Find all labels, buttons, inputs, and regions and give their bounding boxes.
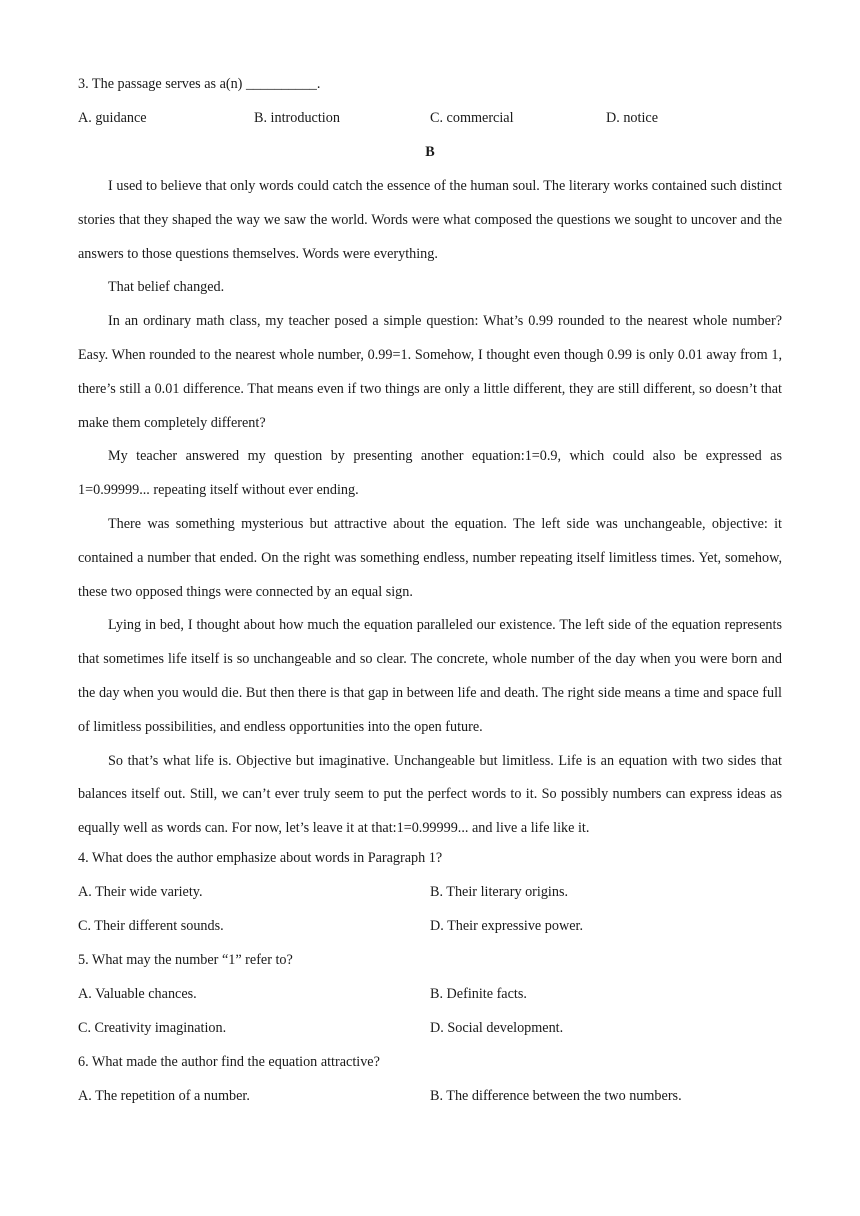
question-5-option-d: D. Social development. (430, 1019, 564, 1036)
question-4-stem: 4. What does the author emphasize about words in Paragraph 1? (78, 849, 443, 866)
question-4-option-d: D. Their expressive power. (430, 917, 583, 934)
section-title: B (425, 144, 435, 160)
passage-paragraph-3: In an ordinary math class, my teacher posed a simple question: What’s 0.99 rounded to the nearest whole number? Easy. When rounded to the nearest whole number, 0.99=1. Somehow, I thought even though 0.99 is only 0.01 away from 1, there’s still a 0.01 difference. That means even if two things are only a little different, they are still different, so doesn’t that make them completely different? (78, 313, 782, 431)
question-5-option-b: B. Definite facts. (430, 985, 527, 1002)
question-5-options-row-2 (78, 1016, 782, 1050)
question-6-option-b: B. The difference between the two numbers. (430, 1087, 682, 1104)
document-page (78, 72, 782, 1118)
question-6-options-row-1 (78, 1084, 782, 1118)
question-3-option-a: A. guidance (78, 110, 147, 126)
passage-paragraph-5: There was something mysterious but attractive about the equation. The left side was unchangeable, objective: it contained a number that ended. On the right was something endless, number repeating itself limitless times. Yet, somehow, these two opposed things were connected by an equal sign. (78, 515, 782, 600)
question-3-option-b: B. introduction (254, 110, 340, 126)
question-3-option-d: D. notice (606, 110, 659, 126)
question-6-stem: 6. What made the author find the equation attractive? (78, 1053, 380, 1070)
question-4-option-c: C. Their different sounds. (78, 917, 224, 934)
passage-paragraph-2: That belief changed. (108, 279, 225, 296)
question-4-option-a: A. Their wide variety. (78, 883, 203, 900)
question-4-options-row-1 (78, 880, 782, 914)
question-3-options (78, 106, 782, 140)
passage-paragraph-6: Lying in bed, I thought about how much the equation paralleled our existence. The left side of the equation represents that sometimes life itself is so unchangeable and so clear. The concrete, whole number of the day when you were born and the day when you would die. But then there is that gap in between life and death. The right side means a time and space full of limitless possibilities, and endless opportunities into the open future. (78, 617, 782, 735)
question-3-stem: 3. The passage serves as a(n) __________. (78, 76, 321, 92)
question-5-options-row-1 (78, 982, 782, 1016)
question-5-stem: 5. What may the number “1” refer to? (78, 951, 293, 968)
passage-paragraph-4: My teacher answered my question by presenting another equation:1=0.9, which could also be expressed as 1=0.99999... repeating itself without ever ending. (78, 448, 782, 499)
question-4-option-b: B. Their literary origins. (430, 883, 569, 900)
question-3-option-c: C. commercial (430, 110, 514, 126)
question-5-option-c: C. Creativity imagination. (78, 1019, 227, 1036)
passage-paragraph-1: I used to believe that only words could catch the essence of the human soul. The literary works contained such distinct stories that they shaped the way we saw the world. Words were what composed the questions we sought to uncover and the answers to those questions themselves. Words were everything. (78, 178, 782, 262)
question-6-option-a: A. The repetition of a number. (78, 1087, 250, 1104)
question-5-option-a: A. Valuable chances. (78, 985, 197, 1002)
question-4-options-row-2 (78, 914, 782, 948)
passage-paragraph-7: So that’s what life is. Objective but imaginative. Unchangeable but limitless. Life is an equation with two sides that balances itself out. Still, we can’t ever truly seem to put the perfect words to it. So possibly numbers can express ideas as equally well as words can. For now, let’s leave it at that:1=0.99999... and live a life like it. (78, 752, 782, 837)
